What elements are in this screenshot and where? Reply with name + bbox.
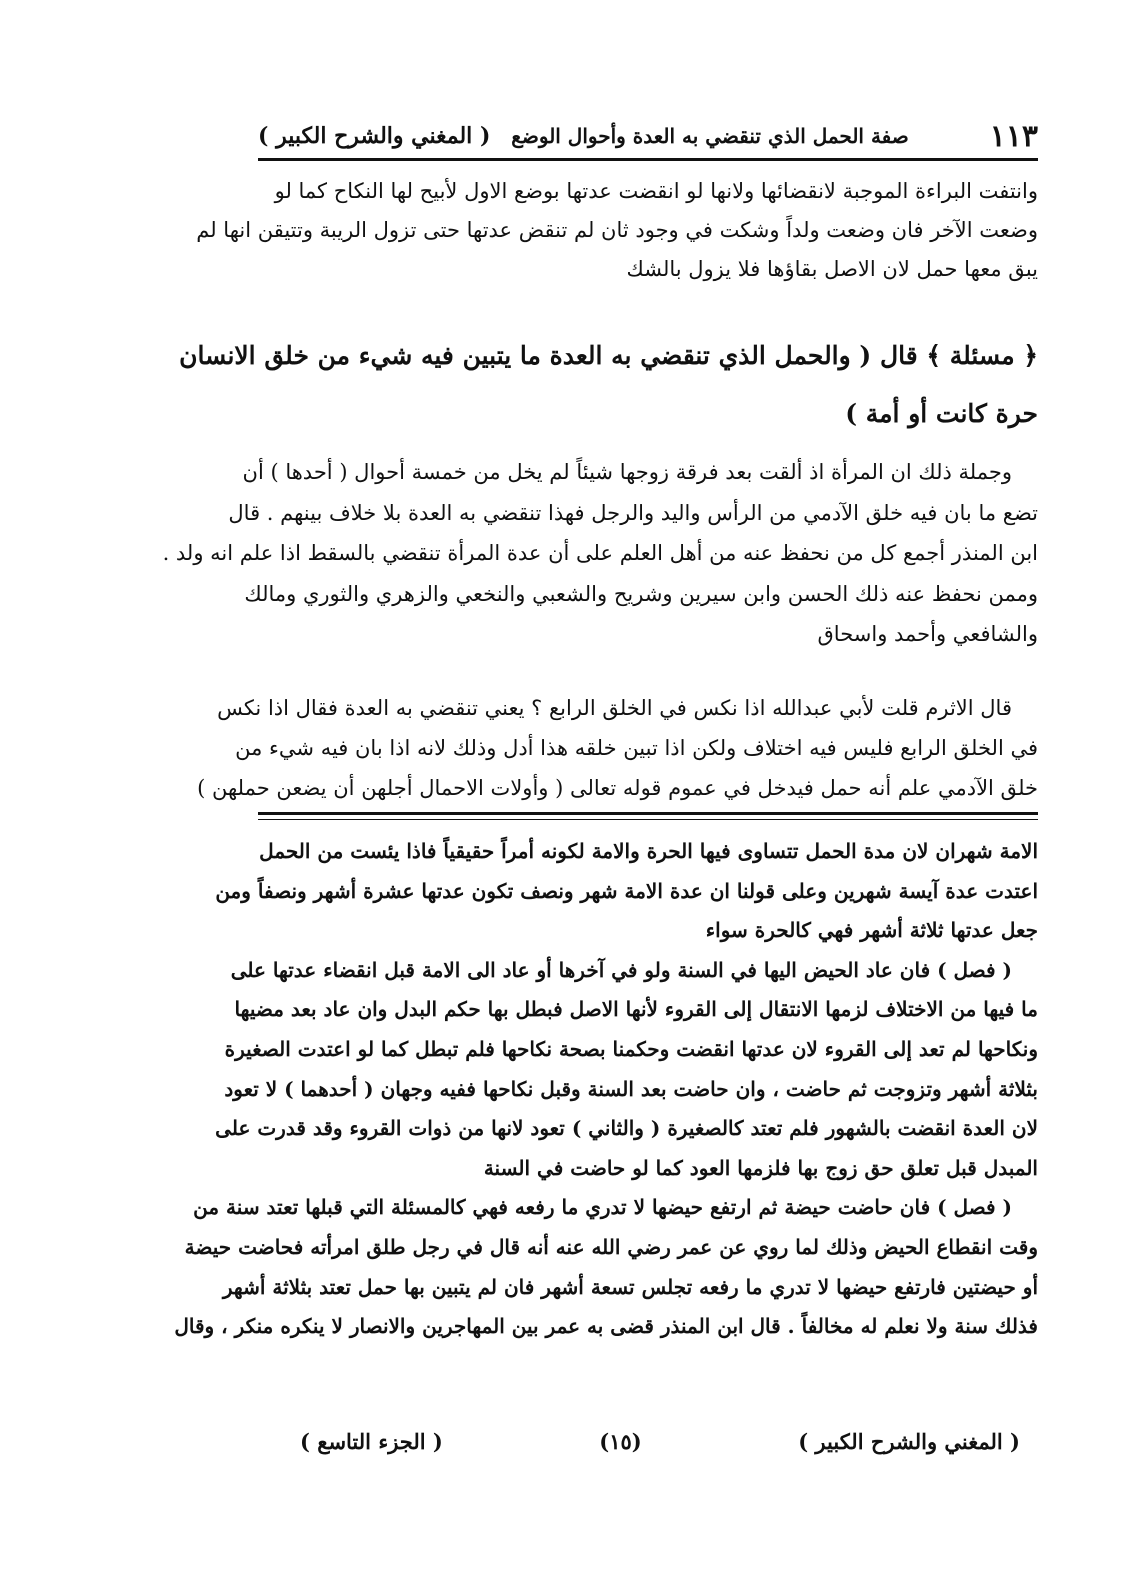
commentary-paragraph-1 [162,452,1038,655]
text-line: ( فصل ) فان عاد الحيض اليها في السنة ولو في آخرها أو عاد الى الامة قبل انقضاء عدتها على [230,957,1012,982]
footer-volume: ( الجزء التاسع ) [300,1428,443,1454]
header-rule [258,158,1038,161]
text-line: يبق معها حمل لان الاصل بقاؤها فلا يزول بالشك [626,257,1038,281]
text-line: وانتفت البراءة الموجبة لانقضائها ولانها لو انقضت عدتها بوضع الاول لأبيح لها النكاح كما لو [274,179,1038,203]
text-line: وضعت الآخر فان وضعت ولداً وشكت في وجود ثان لم تنقض عدتها حتى تزول الريبة وتتيقن انها لم [196,218,1038,242]
text-line: وقت انقطاع الحيض وذلك لما روي عن عمر رضي الله عنه أنه قال في رجل طلق امرأته فحاضت حيضة [184,1234,1038,1259]
footer-signature: (١٥) [599,1428,642,1454]
text-line: أو حيضتين فارتفع حيضها لا تدري ما رفعه تجلس تسعة أشهر فان لم يتبين بها حمل تعتد بثلاثة أشهر [222,1274,1038,1299]
header-book-title: ( المغني والشرح الكبير ) [258,123,491,149]
text-line: تضع ما بان فيه خلق الآدمي من الرأس واليد والرجل فهذا تنقضي به العدة بلا خلاف بينهم . قال [228,500,1038,525]
text-line: المبدل قبل تعلق حق زوج بها فلزمها العود كما لو حاضت في السنة [483,1155,1038,1180]
text-line: الامة شهران لان مدة الحمل تتساوى فيها الحرة والامة لكونه أمراً حقيقياً فاذا يئست من الحمل [259,839,1038,863]
text-line: اعتدت عدة آيسة شهرين وعلى قولنا ان عدة الامة شهر ونصف تكون عدتها عشرة أشهر ونصفاً ومن [215,878,1038,903]
text-line: ما فيها من الاختلاف لزمها الانتقال إلى القروء لأنها الاصل فبطل بها حكم البدل وان عاد بعد مضيها [234,997,1038,1022]
text-line: خلق الآدمي علم أنه حمل فيدخل في عموم قوله تعالى ( وأولات الاحمال أجلهن أن يضعن حملهن ) [197,776,1038,800]
masala-line: حرة كانت أو أمة ) [845,399,1038,428]
footer-book-title: ( المغني والشرح الكبير ) [798,1428,1020,1454]
text-line: ونكاحها لم تعد إلى القروء لان عدتها انقضت وحكمنا بصحة نكاحها فلم تبطل كما لو اعتدت الصغيرة [224,1036,1038,1061]
text-line: قال الاثرم قلت لأبي عبدالله اذا نكس في الخلق الرابع ؟ يعني تنقضي به العدة فقال اذا نكس [217,696,1012,720]
masala-heading [179,327,1038,443]
text-line: في الخلق الرابع فليس فيه اختلاف ولكن اذا تبين خلقه هذا أدل وذلك لانه اذا بان فيه شيء من [235,736,1038,760]
text-line: جعل عدتها ثلاثة أشهر فهي كالحرة سواء [705,918,1038,943]
text-line: بثلاثة أشهر وتزوجت ثم حاضت ، وان حاضت بعد السنة وقبل نكاحها ففيه وجهان ( أحدهما ) لا تعود [224,1076,1038,1101]
text-line: وممن نحفظ عنه ذلك الحسن وابن سيرين وشريح والشعبي والنخعي والزهري والثوري ومالك [244,581,1038,606]
text-line: ( فصل ) فان حاضت حيضة ثم ارتفع حيضها لا تدري ما رفعه فهي كالمسئلة التي قبلها تعتد سنة من [193,1195,1012,1220]
header-section-title: صفة الحمل الذي تنقضي به العدة وأحوال الوضع [511,124,909,148]
running-header [258,112,1038,160]
main-text-top [196,172,1038,289]
text-line: ابن المنذر أجمع كل من نحفظ عنه من أهل العلم على أن عدة المرأة تنقضي بالسقط اذا علم انه ولد . [162,541,1038,565]
page-footer [300,1421,1020,1461]
page-number: ١١٣ [989,118,1038,154]
text-line: فذلك سنة ولا نعلم له مخالفاً . قال ابن المنذر قضى به عمر بين المهاجرين والانصار لا ينكره منكر ، وقال [174,1314,1038,1339]
section-divider [258,812,1038,820]
masala-line: ﴿ مسئلة ﴾ قال ( والحمل الذي تنقضي به العدة ما يتبين فيه شيء من خلق الانسان [179,341,1038,370]
text-line: والشافعي وأحمد واسحاق [817,622,1038,646]
text-line: لان العدة انقضت بالشهور فلم تعتد كالصغيرة ( والثاني ) تعود لانها من ذوات القروء وقد قدرت على [215,1116,1038,1141]
text-line: وجملة ذلك ان المرأة اذ ألقت بعد فرقة زوجها شيئاً لم يخل من خمسة أحوال ( أحدها ) أن [242,460,1012,484]
lower-commentary [174,832,1038,1347]
commentary-paragraph-2 [197,688,1038,808]
